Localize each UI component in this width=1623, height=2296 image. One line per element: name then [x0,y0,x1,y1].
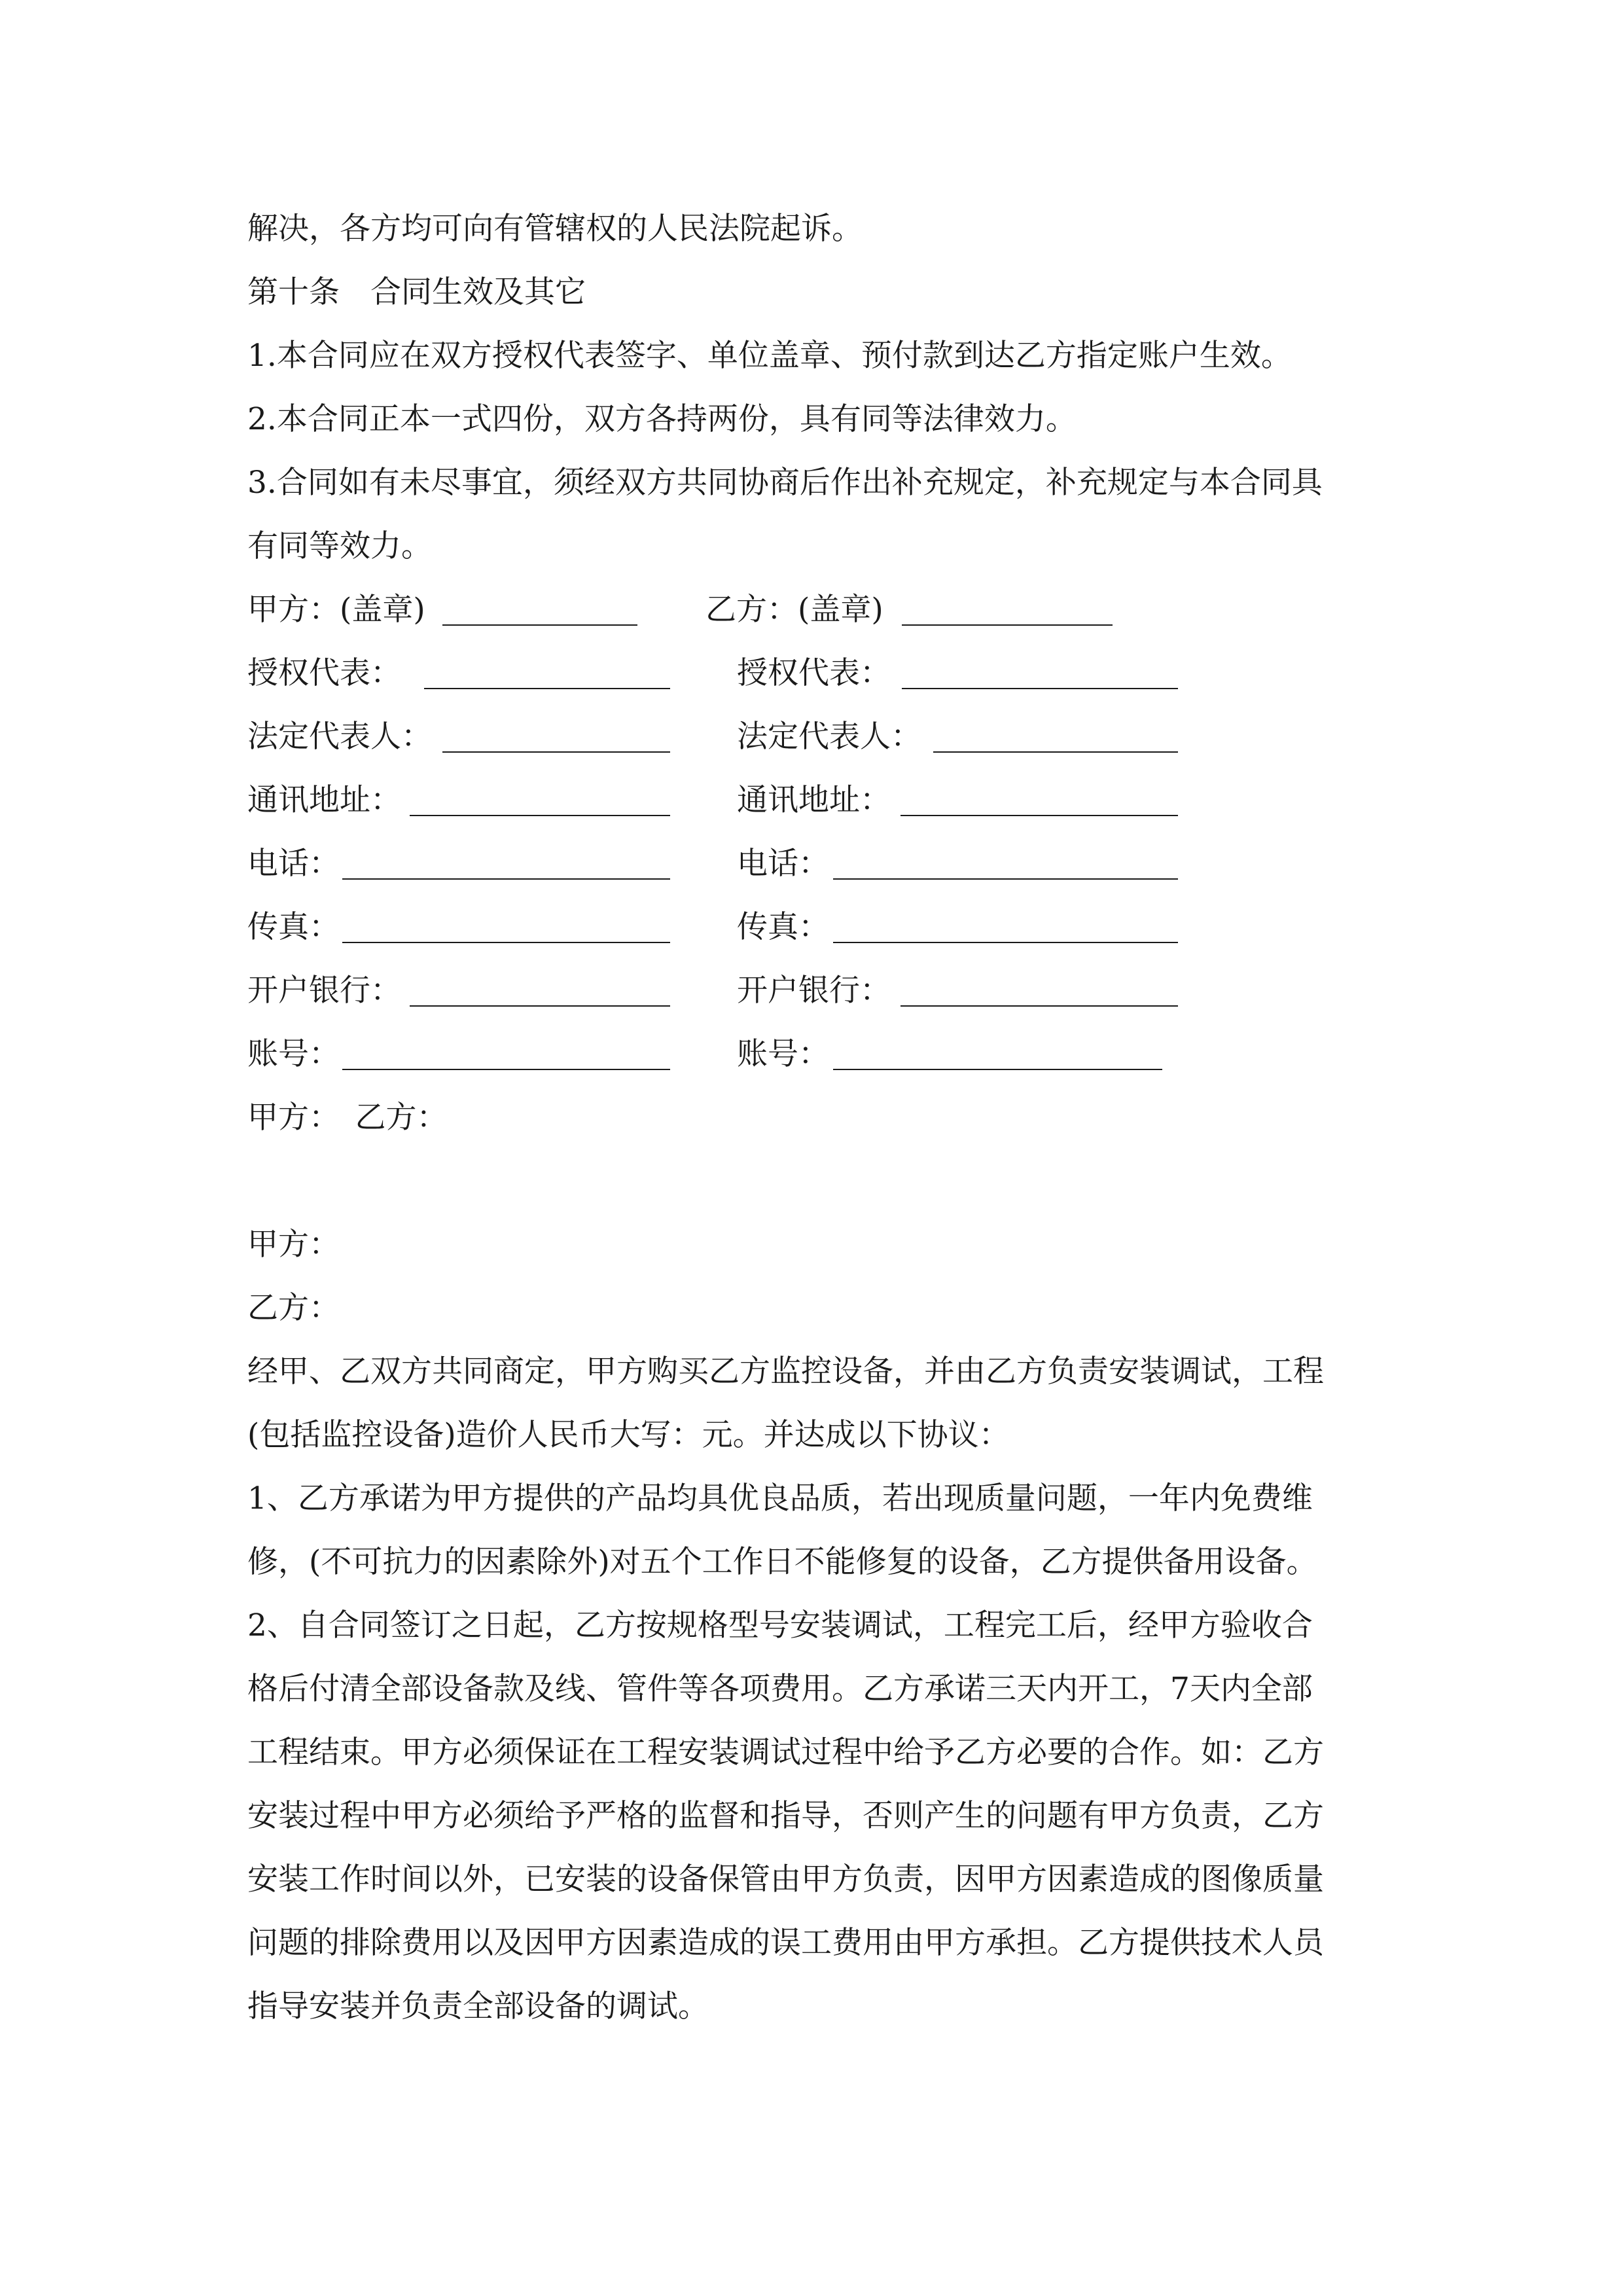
signature-row [247,590,1360,630]
signature-line [342,878,670,880]
party-b-seal-label: 乙方：(盖章) [705,592,883,628]
text-line: 1、乙方承诺为甲方提供的产品均具优良品质，若出现质量问题，一年内免费维 [247,1480,1313,1516]
text-line: 经甲、乙双方共同商定，甲方购买乙方监控设备，并由乙方负责安装调试，工程 [247,1354,1324,1390]
signature-line [833,1069,1162,1070]
legal-rep-label: 法定代表人： [247,719,432,755]
signature-line [342,942,670,943]
signature-line [902,688,1178,689]
signature-line [833,942,1178,943]
text-line: (包括监控设备)造价人民币大写：元。并达成以下协议： [247,1417,1010,1453]
text-line: 有同等效力。 [247,528,432,564]
signature-row [247,717,1360,757]
text-line: 2.本合同正本一式四份，双方各持两份，具有同等法律效力。 [247,401,1077,437]
text-line: 格后付清全部设备款及线、管件等各项费用。乙方承诺三天内开工，7天内全部 [247,1671,1313,1707]
text-line: 安装过程中甲方必须给予严格的监督和指导，否则产生的问题有甲方负责，乙方 [247,1798,1324,1834]
signature-row [247,654,1360,693]
signature-line [902,624,1113,626]
signature-row [247,971,1360,1011]
bank-label: 开户银行： [737,973,891,1009]
signature-line [342,1069,670,1070]
signature-line [410,1005,670,1007]
signature-row [247,781,1360,820]
parties-line: 甲方： 乙方： [247,1100,448,1136]
account-label: 账号： [737,1036,829,1072]
fax-label: 传真： [247,909,340,945]
signature-line [901,815,1178,816]
account-label: 账号： [247,1036,340,1072]
legal-rep-label: 法定代表人： [737,719,921,755]
text-line: 3.合同如有未尽事宜，须经双方共同协商后作出补充规定，补充规定与本合同具 [247,465,1323,501]
text-line: 问题的排除费用以及因甲方因素造成的误工费用由甲方承担。乙方提供技术人员 [247,1925,1324,1961]
text-line: 修，(不可抗力的因素除外)对五个工作日不能修复的设备，乙方提供备用设备。 [247,1544,1317,1580]
bank-label: 开户银行： [247,973,401,1009]
text-line: 1.本合同应在双方授权代表签字、单位盖章、预付款到达乙方指定账户生效。 [247,338,1292,374]
signature-line [833,878,1178,880]
signature-row [247,1035,1360,1074]
signature-line [933,751,1178,753]
signature-line [901,1005,1178,1007]
signature-line [424,688,670,689]
signature-row [247,844,1360,884]
phone-label: 电话： [737,846,829,882]
text-line: 安装工作时间以外，已安装的设备保管由甲方负责，因甲方因素造成的图像质量 [247,1861,1324,1897]
signature-line [442,751,670,753]
address-label: 通讯地址： [737,782,891,818]
signature-line [410,815,670,816]
authorized-rep-label: 授权代表： [247,655,401,691]
article-heading: 第十条 合同生效及其它 [247,274,586,310]
party-a-line: 甲方： [247,1227,340,1263]
party-a-seal-label: 甲方：(盖章) [247,592,425,628]
text-line: 工程结束。甲方必须保证在工程安装调试过程中给予乙方必要的合作。如：乙方 [247,1734,1324,1770]
text-line: 解决，各方均可向有管辖权的人民法院起诉。 [247,211,863,247]
party-b-line: 乙方： [247,1290,340,1326]
authorized-rep-label: 授权代表： [737,655,891,691]
signature-line [442,624,637,626]
phone-label: 电话： [247,846,340,882]
text-line: 2、自合同签订之日起，乙方按规格型号安装调试，工程完工后，经甲方验收合 [247,1607,1313,1643]
fax-label: 传真： [737,909,829,945]
signature-row [247,908,1360,947]
text-line: 指导安装并负责全部设备的调试。 [247,1988,709,2024]
address-label: 通讯地址： [247,782,401,818]
